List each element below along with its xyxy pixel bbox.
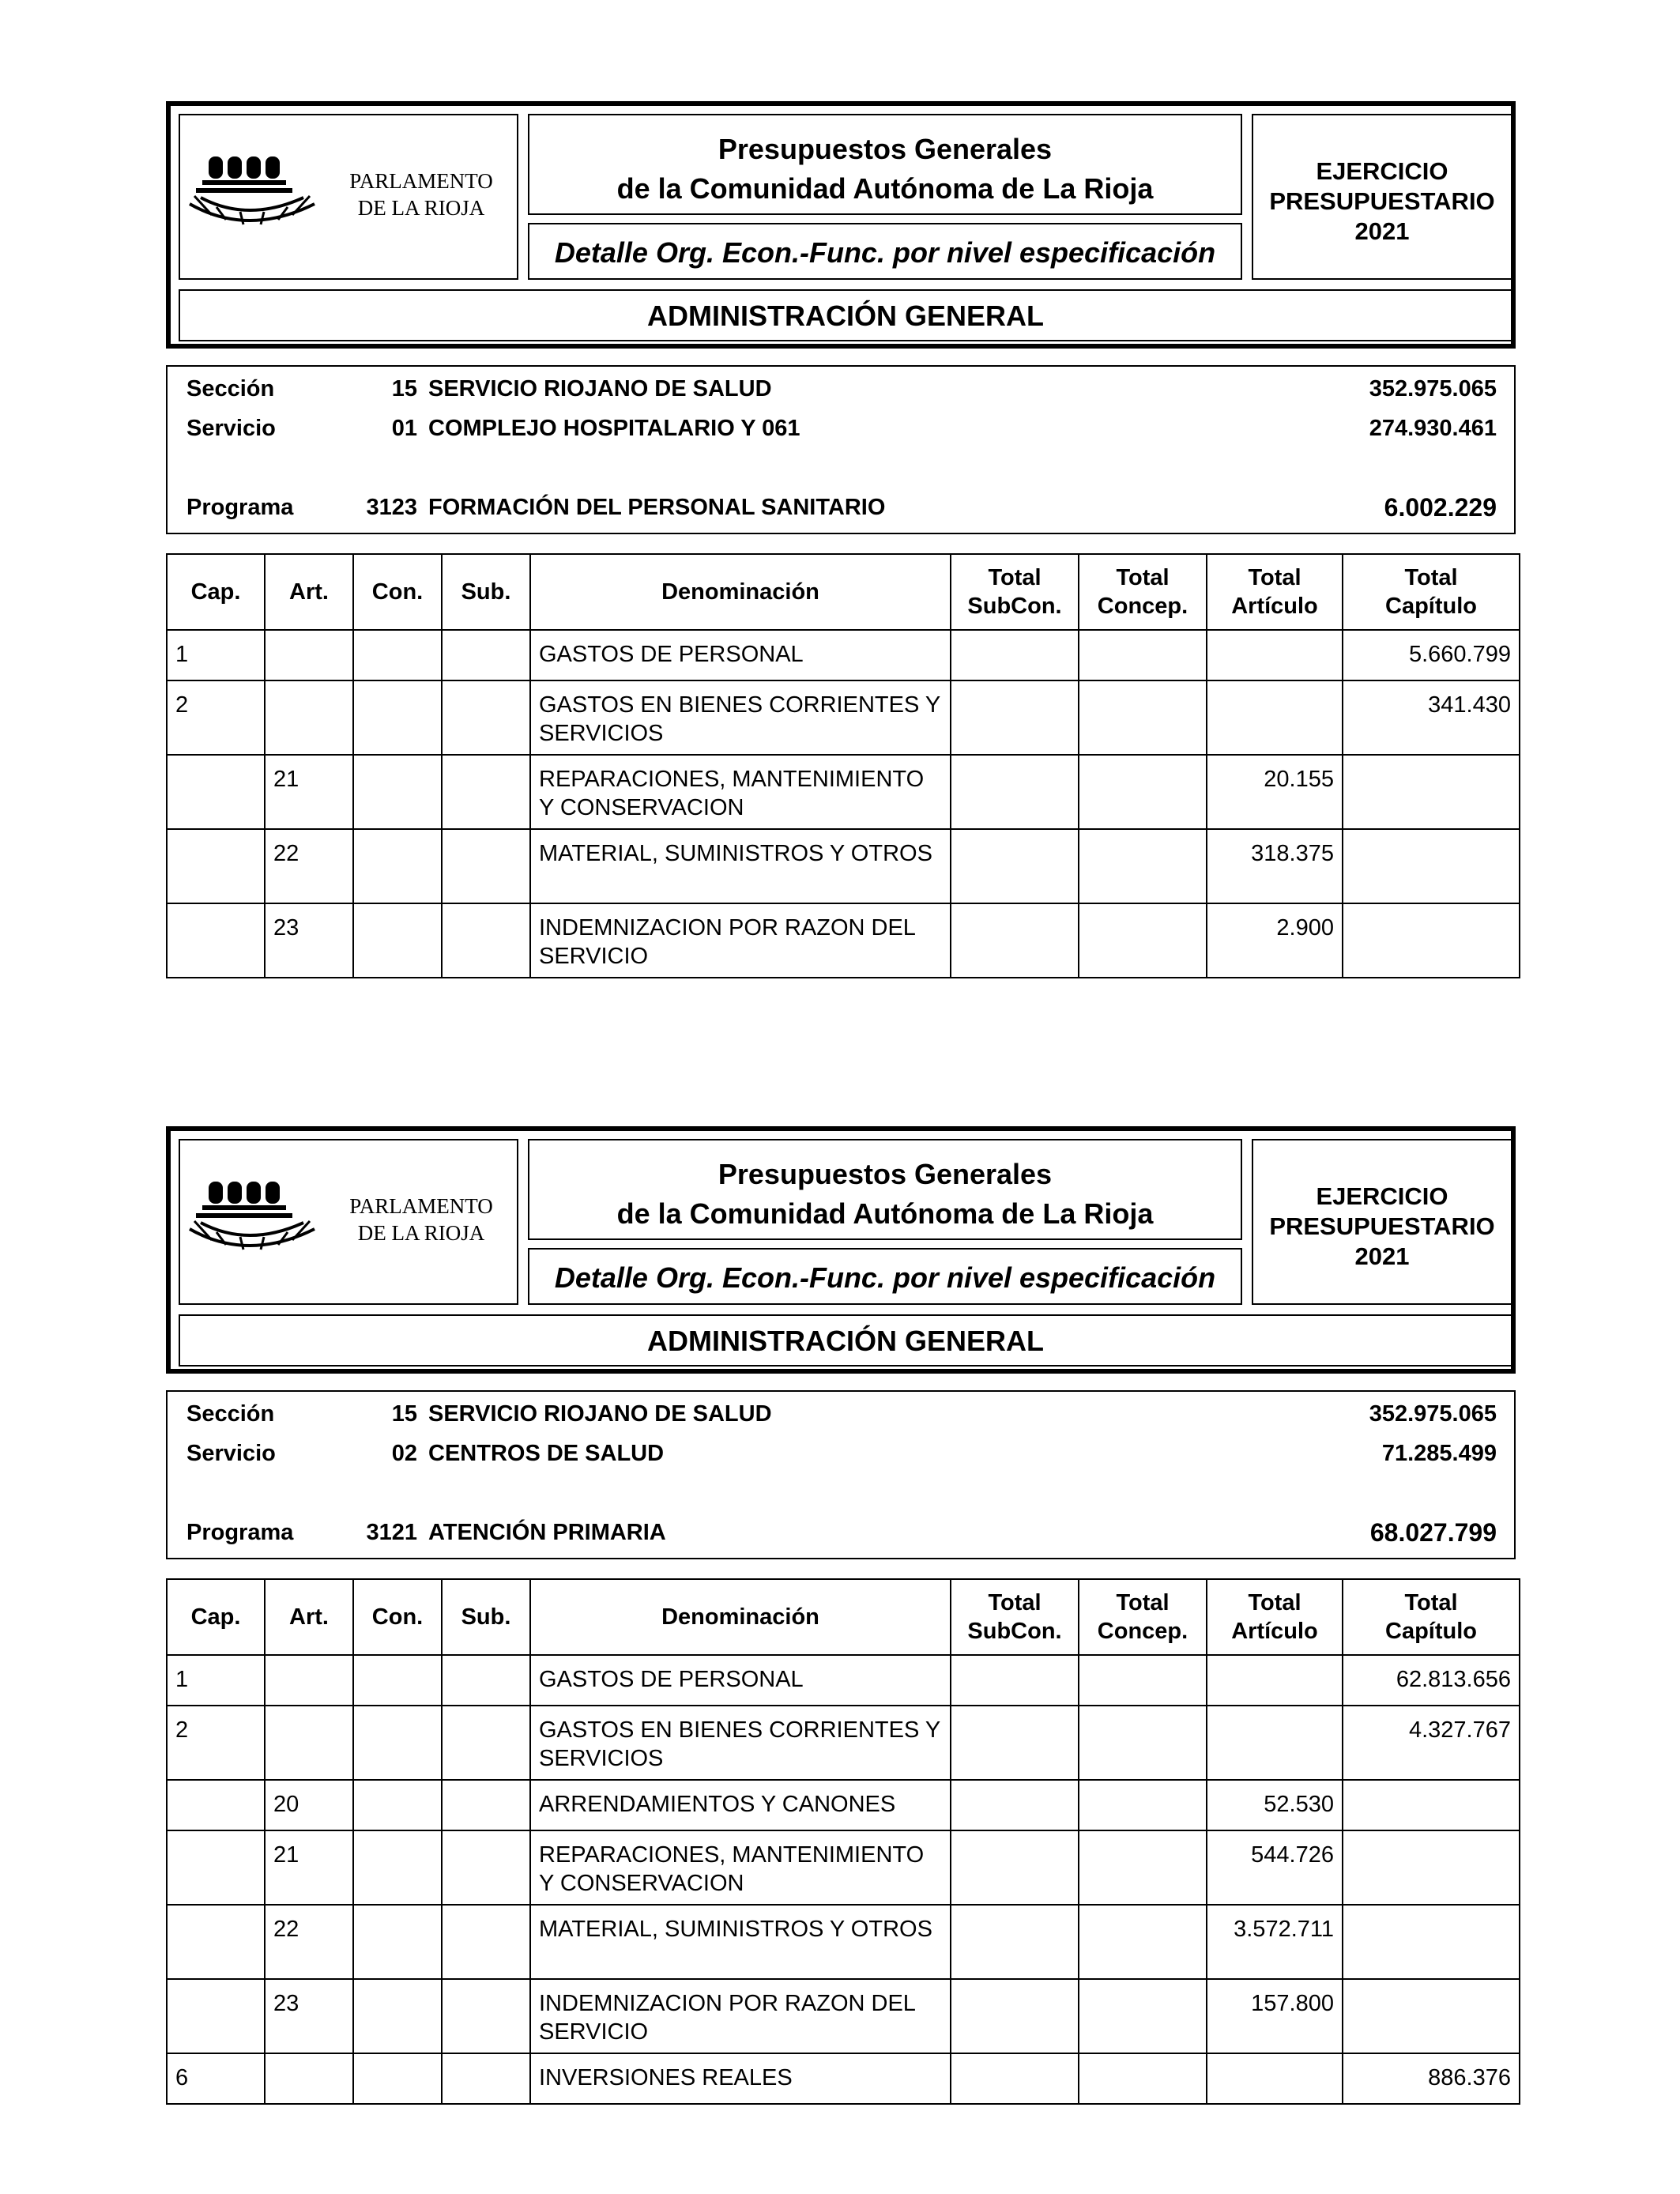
col-header-denominacion: Denominación xyxy=(530,1579,951,1655)
col-header-total-concep xyxy=(1079,554,1207,630)
year-line-2: PRESUPUESTARIO xyxy=(1269,1212,1495,1240)
col-header-cap: Cap. xyxy=(167,554,265,630)
cell-total-subcon xyxy=(951,1655,1079,1706)
cell-sub xyxy=(442,1706,530,1780)
cell-art: 21 xyxy=(265,755,353,829)
col-header-total-subcon xyxy=(951,554,1079,630)
cell-denominacion: MATERIAL, SUMINISTROS Y OTROS xyxy=(530,829,951,903)
col-header-art: Art. xyxy=(265,554,353,630)
cell-art xyxy=(265,1706,353,1780)
cell-total-concep xyxy=(1079,630,1207,680)
fiscal-year xyxy=(1253,156,1511,247)
subtitle-box xyxy=(528,1248,1242,1305)
cell-total-subcon xyxy=(951,829,1079,903)
col-header-total-articulo xyxy=(1207,554,1343,630)
year-line-2: PRESUPUESTARIO xyxy=(1269,187,1495,215)
cell-sub xyxy=(442,630,530,680)
cell-cap xyxy=(167,1979,265,2053)
cell-art: 20 xyxy=(265,1780,353,1830)
table-row xyxy=(167,1830,1520,1905)
organization-info xyxy=(166,365,1516,534)
col-header-total-subcon xyxy=(951,1579,1079,1655)
cell-total-subcon xyxy=(951,1905,1079,1979)
administration-label: ADMINISTRACIÓN GENERAL xyxy=(647,1325,1044,1357)
cell-con xyxy=(353,755,442,829)
header-line: Artículo xyxy=(1231,1619,1318,1644)
cell-total-articulo xyxy=(1207,630,1343,680)
cell-total-subcon xyxy=(951,903,1079,978)
seccion-name: SERVICIO RIOJANO DE SALUD xyxy=(428,1401,772,1427)
parliament-emblem-icon xyxy=(185,1174,319,1261)
cell-total-articulo xyxy=(1207,680,1343,755)
cell-total-subcon xyxy=(951,1706,1079,1780)
document-title xyxy=(529,1155,1241,1234)
col-header-con: Con. xyxy=(353,1579,442,1655)
header-line: SubCon. xyxy=(967,594,1062,619)
cell-total-capitulo xyxy=(1343,1979,1520,2053)
servicio-label: Servicio xyxy=(186,1441,276,1466)
cell-total-subcon xyxy=(951,1979,1079,2053)
cell-total-capitulo xyxy=(1343,903,1520,978)
cell-art: 22 xyxy=(265,1905,353,1979)
cell-total-subcon xyxy=(951,755,1079,829)
cell-cap xyxy=(167,1830,265,1905)
cell-cap xyxy=(167,1780,265,1830)
cell-con xyxy=(353,680,442,755)
header-line: Total xyxy=(1116,1590,1170,1615)
header-line: Total xyxy=(1404,565,1458,590)
header-line: Total xyxy=(988,1590,1042,1615)
col-header-total-concep xyxy=(1079,1579,1207,1655)
cell-sub xyxy=(442,1979,530,2053)
logo-line-2: DE LA RIOJA xyxy=(357,196,485,220)
header-line: Total xyxy=(1248,565,1301,590)
servicio-code: 02 xyxy=(391,1441,417,1466)
cell-cap: 1 xyxy=(167,630,265,680)
parliament-name xyxy=(326,1193,516,1246)
cell-cap: 6 xyxy=(167,2053,265,2104)
administration-label: ADMINISTRACIÓN GENERAL xyxy=(647,300,1044,332)
cell-total-capitulo: 5.660.799 xyxy=(1343,630,1520,680)
cell-denominacion: MATERIAL, SUMINISTROS Y OTROS xyxy=(530,1905,951,1979)
header-line: Total xyxy=(1404,1590,1458,1615)
logo-line-2: DE LA RIOJA xyxy=(357,1221,485,1245)
cell-total-capitulo: 886.376 xyxy=(1343,2053,1520,2104)
cell-denominacion: INDEMNIZACION POR RAZON DEL SERVICIO xyxy=(530,903,951,978)
cell-sub xyxy=(442,1830,530,1905)
header-line: Concep. xyxy=(1097,1619,1188,1644)
cell-sub xyxy=(442,680,530,755)
administration-box xyxy=(179,1314,1512,1367)
fiscal-year-box xyxy=(1252,114,1512,280)
header-line: Total xyxy=(988,565,1042,590)
cell-total-capitulo: 341.430 xyxy=(1343,680,1520,755)
cell-con xyxy=(353,1780,442,1830)
year-line-3: 2021 xyxy=(1354,1242,1410,1270)
programa-code: 3123 xyxy=(366,495,417,520)
parliament-name xyxy=(326,168,516,221)
header-line: Artículo xyxy=(1231,594,1318,619)
cell-art xyxy=(265,1655,353,1706)
logo-box xyxy=(179,1139,518,1305)
cell-denominacion: INVERSIONES REALES xyxy=(530,2053,951,2104)
servicio-row xyxy=(168,1438,1514,1469)
table-row xyxy=(167,829,1520,903)
cell-total-articulo xyxy=(1207,1706,1343,1780)
cell-total-subcon xyxy=(951,630,1079,680)
table-row xyxy=(167,2053,1520,2104)
servicio-label: Servicio xyxy=(186,416,276,441)
cell-total-concep xyxy=(1079,903,1207,978)
cell-denominacion: GASTOS EN BIENES CORRIENTES Y SERVICIOS xyxy=(530,1706,951,1780)
col-header-art: Art. xyxy=(265,1579,353,1655)
cell-total-concep xyxy=(1079,1905,1207,1979)
programa-amount: 68.027.799 xyxy=(1369,1518,1497,1547)
cell-art: 21 xyxy=(265,1830,353,1905)
seccion-row xyxy=(168,1398,1514,1430)
cell-total-concep xyxy=(1079,680,1207,755)
cell-denominacion: REPARACIONES, MANTENIMIENTO Y CONSERVACION xyxy=(530,1830,951,1905)
table-row xyxy=(167,1655,1520,1706)
cell-total-subcon xyxy=(951,1830,1079,1905)
title-line-2: de la Comunidad Autónoma de La Rioja xyxy=(616,172,1154,205)
administration-box xyxy=(179,289,1512,341)
programa-name: ATENCIÓN PRIMARIA xyxy=(428,1520,666,1545)
cell-con xyxy=(353,1655,442,1706)
cell-con xyxy=(353,829,442,903)
col-header-total-capitulo xyxy=(1343,554,1520,630)
cell-total-capitulo xyxy=(1343,1905,1520,1979)
cell-total-concep xyxy=(1079,829,1207,903)
cell-cap: 1 xyxy=(167,1655,265,1706)
cell-total-articulo: 3.572.711 xyxy=(1207,1905,1343,1979)
cell-total-capitulo: 62.813.656 xyxy=(1343,1655,1520,1706)
cell-total-articulo: 2.900 xyxy=(1207,903,1343,978)
cell-sub xyxy=(442,1780,530,1830)
table-row xyxy=(167,755,1520,829)
seccion-row xyxy=(168,373,1514,405)
programa-amount: 6.002.229 xyxy=(1384,493,1497,522)
fiscal-year xyxy=(1253,1182,1511,1272)
document-header xyxy=(166,101,1516,349)
logo-box xyxy=(179,114,518,280)
col-header-con: Con. xyxy=(353,554,442,630)
cell-total-capitulo xyxy=(1343,1780,1520,1830)
table-header-row xyxy=(167,554,1520,630)
programa-label: Programa xyxy=(186,495,294,520)
parliament-emblem-icon xyxy=(185,149,319,236)
table-row xyxy=(167,903,1520,978)
col-header-sub: Sub. xyxy=(442,1579,530,1655)
cell-denominacion: ARRENDAMIENTOS Y CANONES xyxy=(530,1780,951,1830)
budget-table xyxy=(166,553,1520,978)
table-row xyxy=(167,1780,1520,1830)
cell-denominacion: INDEMNIZACION POR RAZON DEL SERVICIO xyxy=(530,1979,951,2053)
document-header xyxy=(166,1126,1516,1374)
servicio-amount: 274.930.461 xyxy=(1369,416,1497,441)
cell-sub xyxy=(442,1655,530,1706)
cell-sub xyxy=(442,755,530,829)
table-row xyxy=(167,680,1520,755)
cell-art xyxy=(265,680,353,755)
servicio-code: 01 xyxy=(391,416,417,441)
cell-total-concep xyxy=(1079,1979,1207,2053)
subtitle-box xyxy=(528,223,1242,280)
seccion-label: Sección xyxy=(186,1401,275,1427)
cell-con xyxy=(353,1979,442,2053)
col-header-total-capitulo xyxy=(1343,1579,1520,1655)
header-line: Capítulo xyxy=(1385,1619,1477,1644)
col-header-total-articulo xyxy=(1207,1579,1343,1655)
cell-total-subcon xyxy=(951,680,1079,755)
servicio-amount: 71.285.499 xyxy=(1381,1441,1497,1466)
cell-denominacion: GASTOS DE PERSONAL xyxy=(530,1655,951,1706)
cell-total-concep xyxy=(1079,1780,1207,1830)
programa-row xyxy=(168,492,1514,523)
seccion-code: 15 xyxy=(391,1401,417,1427)
programa-label: Programa xyxy=(186,1520,294,1545)
cell-total-capitulo xyxy=(1343,755,1520,829)
cell-art: 23 xyxy=(265,903,353,978)
cell-sub xyxy=(442,2053,530,2104)
title-box xyxy=(528,114,1242,215)
cell-art xyxy=(265,2053,353,2104)
cell-sub xyxy=(442,1905,530,1979)
budget-table xyxy=(166,1578,1520,2105)
cell-total-concep xyxy=(1079,755,1207,829)
cell-total-capitulo xyxy=(1343,1830,1520,1905)
cell-total-articulo: 544.726 xyxy=(1207,1830,1343,1905)
title-line-2: de la Comunidad Autónoma de La Rioja xyxy=(616,1197,1154,1230)
seccion-code: 15 xyxy=(391,376,417,401)
cell-total-concep xyxy=(1079,1655,1207,1706)
seccion-amount: 352.975.065 xyxy=(1369,376,1497,401)
cell-total-articulo: 318.375 xyxy=(1207,829,1343,903)
cell-art: 23 xyxy=(265,1979,353,2053)
logo-line-1: PARLAMENTO xyxy=(349,1194,493,1218)
header-line: Capítulo xyxy=(1385,594,1477,619)
title-line-1: Presupuestos Generales xyxy=(718,1158,1053,1190)
logo-line-1: PARLAMENTO xyxy=(349,169,493,193)
table-row xyxy=(167,1905,1520,1979)
programa-row xyxy=(168,1517,1514,1548)
table-row xyxy=(167,1706,1520,1780)
servicio-name: CENTROS DE SALUD xyxy=(428,1441,665,1466)
cell-con xyxy=(353,2053,442,2104)
year-line-1: EJERCICIO xyxy=(1316,157,1448,185)
year-line-1: EJERCICIO xyxy=(1316,1182,1448,1210)
cell-con xyxy=(353,1706,442,1780)
col-header-denominacion: Denominación xyxy=(530,554,951,630)
cell-total-subcon xyxy=(951,1780,1079,1830)
cell-denominacion: GASTOS DE PERSONAL xyxy=(530,630,951,680)
header-line: Total xyxy=(1248,1590,1301,1615)
fiscal-year-box xyxy=(1252,1139,1512,1305)
col-header-sub: Sub. xyxy=(442,554,530,630)
seccion-label: Sección xyxy=(186,376,275,401)
header-line: SubCon. xyxy=(967,1619,1062,1644)
cell-total-capitulo xyxy=(1343,829,1520,903)
cell-total-articulo xyxy=(1207,1655,1343,1706)
cell-total-articulo: 20.155 xyxy=(1207,755,1343,829)
table-row xyxy=(167,1979,1520,2053)
cell-con xyxy=(353,630,442,680)
servicio-row xyxy=(168,413,1514,444)
servicio-name: COMPLEJO HOSPITALARIO Y 061 xyxy=(428,416,800,441)
header-line: Total xyxy=(1116,565,1170,590)
cell-con xyxy=(353,1830,442,1905)
cell-sub xyxy=(442,829,530,903)
cell-con xyxy=(353,903,442,978)
cell-total-concep xyxy=(1079,2053,1207,2104)
cell-total-concep xyxy=(1079,1830,1207,1905)
cell-art xyxy=(265,630,353,680)
seccion-amount: 352.975.065 xyxy=(1369,1401,1497,1427)
cell-sub xyxy=(442,903,530,978)
programa-code: 3121 xyxy=(366,1520,417,1545)
cell-con xyxy=(353,1905,442,1979)
cell-denominacion: GASTOS EN BIENES CORRIENTES Y SERVICIOS xyxy=(530,680,951,755)
table-header-row xyxy=(167,1579,1520,1655)
document-title xyxy=(529,130,1241,209)
cell-cap: 2 xyxy=(167,1706,265,1780)
cell-cap xyxy=(167,903,265,978)
cell-total-articulo: 52.530 xyxy=(1207,1780,1343,1830)
document-subtitle: Detalle Org. Econ.-Func. por nivel especificación xyxy=(554,1261,1216,1294)
year-line-3: 2021 xyxy=(1354,217,1410,245)
cell-total-concep xyxy=(1079,1706,1207,1780)
table-row xyxy=(167,630,1520,680)
cell-cap xyxy=(167,755,265,829)
cell-total-articulo xyxy=(1207,2053,1343,2104)
cell-art: 22 xyxy=(265,829,353,903)
organization-info xyxy=(166,1390,1516,1559)
seccion-name: SERVICIO RIOJANO DE SALUD xyxy=(428,376,772,401)
cell-total-subcon xyxy=(951,2053,1079,2104)
document-subtitle: Detalle Org. Econ.-Func. por nivel especificación xyxy=(554,236,1216,269)
cell-cap xyxy=(167,829,265,903)
title-line-1: Presupuestos Generales xyxy=(718,133,1053,165)
cell-total-articulo: 157.800 xyxy=(1207,1979,1343,2053)
cell-denominacion: REPARACIONES, MANTENIMIENTO Y CONSERVACION xyxy=(530,755,951,829)
programa-name: FORMACIÓN DEL PERSONAL SANITARIO xyxy=(428,495,886,520)
cell-cap xyxy=(167,1905,265,1979)
title-box xyxy=(528,1139,1242,1240)
col-header-cap: Cap. xyxy=(167,1579,265,1655)
cell-cap: 2 xyxy=(167,680,265,755)
cell-total-capitulo: 4.327.767 xyxy=(1343,1706,1520,1780)
header-line: Concep. xyxy=(1097,594,1188,619)
